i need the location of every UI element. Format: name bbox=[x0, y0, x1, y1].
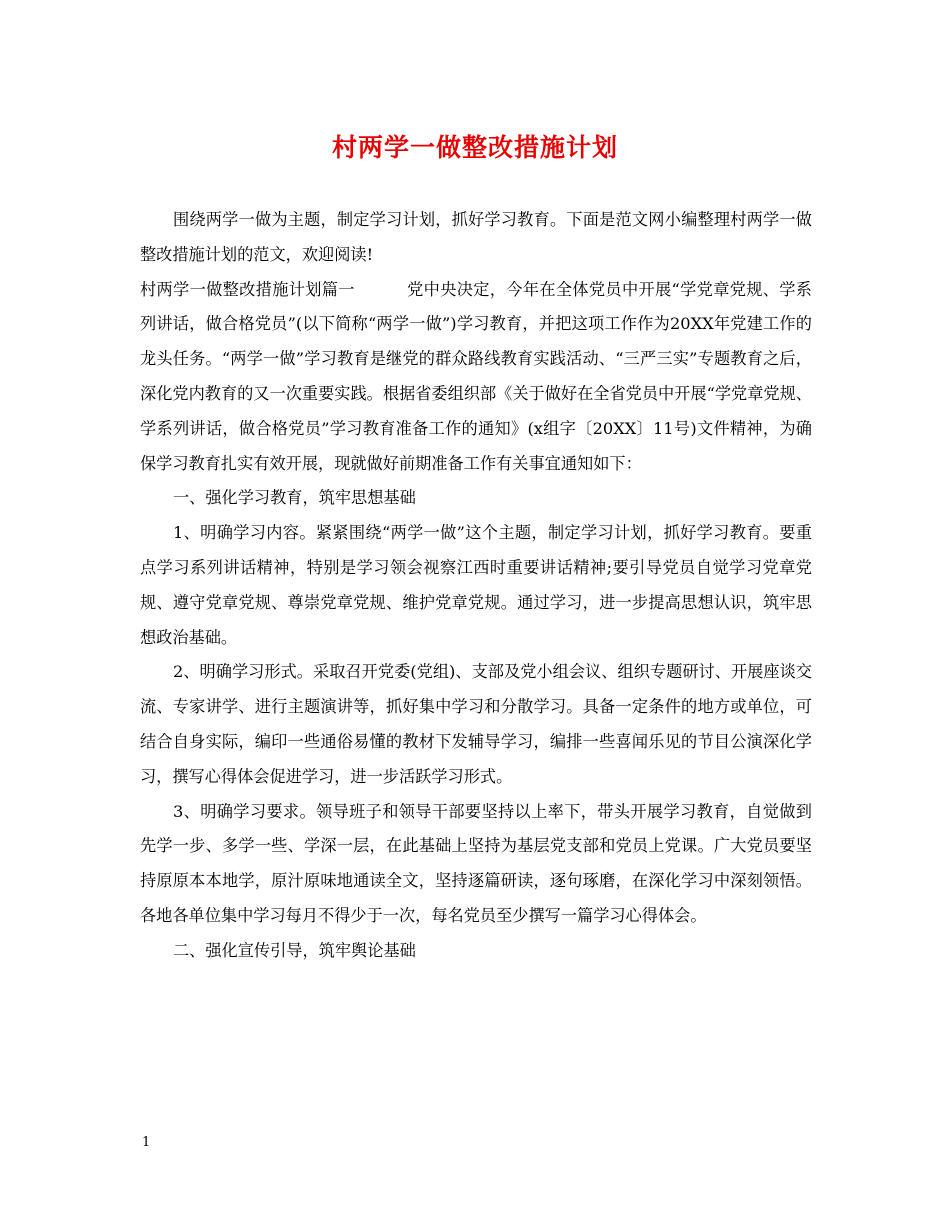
item-2-paragraph: 2、明确学习形式。采取召开党委(党组)、支部及党小组会议、组织专题研讨、开展座谈交流、专家讲学、进行主题演讲等，抓好集中学习和分散学习。具备一定条件的地方或单位，可结合自身实际，编印一些通俗易懂的教材下发辅导学习，编排一些喜闻乐见的节目公演深化学习，撰写心得体会促进学习，进一步活跃学习形式。 bbox=[140, 662, 812, 786]
item-3-paragraph: 3、明确学习要求。领导班子和领导干部要坚持以上率下，带头开展学习教育，自觉做到先学一步、多学一些、学深一层，在此基础上坚持为基层党支部和党员上党课。广大党员要坚持原原本本地学，原汁原味地通读全文，坚持逐篇研读，逐句琢磨，在深化学习中深刻领悟。各地各单位集中学习每月不得少于一次，每名党员至少撰写一篇学习心得体会。 bbox=[140, 801, 812, 925]
section-body: 党中央决定，今年在全体党员中开展“学党章党规、学系列讲话，做合格党员”(以下简称“两学一做”)学习教育，并把这项工作作为20XX年党建工作的龙头任务。“两学一做”学习教育是继党的群众路线教育实践活动、“三严三实”专题教育之后，深化党内教育的又一次重要实践。根据省委组织部《关于做好在全省党员中开展“学党章党规、学系列讲话，做合格党员”学习教育准备工作的通知》(x组字〔20XX〕11号)文件精神，为确保学习教育扎实有效开展，现就做好前期准备工作有关事宜通知如下： bbox=[140, 279, 812, 473]
section-paragraph bbox=[140, 273, 812, 482]
heading-1: 一、强化学习教育，筑牢思想基础 bbox=[173, 488, 416, 508]
page-number: 1 bbox=[142, 1135, 151, 1150]
section-label: 村两学一做整改措施计划篇一 bbox=[140, 279, 355, 299]
document-title: 村两学一做整改措施计划 bbox=[331, 133, 618, 162]
item-1-paragraph: 1、明确学习内容。紧紧围绕“两学一做”这个主题，制定学习计划，抓好学习教育。要重点学习系列讲话精神，特别是学习领会视察江西时重要讲话精神;要引导党员自觉学习党章党规、遵守党章党规、尊崇党章党规、维护党章党规。通过学习，进一步提高思想认识，筑牢思想政治基础。 bbox=[140, 523, 812, 647]
document-body bbox=[140, 203, 812, 969]
intro-paragraph: 围绕两学一做为主题，制定学习计划，抓好学习教育。下面是范文网小编整理村两学一做整改措施计划的范文，欢迎阅读! bbox=[140, 210, 812, 264]
heading-2: 二、强化宣传引导，筑牢舆论基础 bbox=[173, 940, 416, 960]
